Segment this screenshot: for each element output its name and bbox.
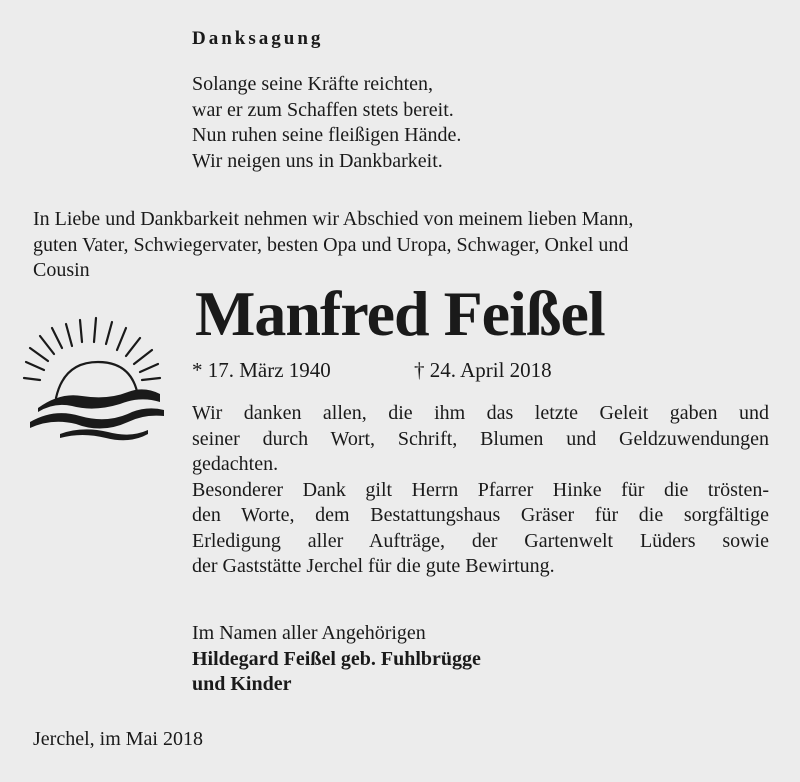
intro-text — [33, 207, 633, 284]
thanks-line: der Gaststätte Jerchel für die gute Bewirtung. — [192, 555, 555, 577]
thanks-line: Wir danken allen, die ihm das letzte Geleit gaben und — [192, 402, 769, 424]
poem-line: Solange seine Kräfte reichten, — [192, 73, 434, 95]
thanks-line: seiner durch Wort, Schrift, Blumen und Geldzuwendungen — [192, 427, 769, 450]
deceased-name: Manfred Feißel — [195, 278, 605, 349]
poem-line: war er zum Schaffen stets bereit. — [192, 98, 454, 121]
thanks-line: gedachten. — [192, 453, 279, 475]
intro-line: guten Vater, Schwiegervater, besten Opa und Uropa, Schwager, Onkel und — [33, 233, 629, 256]
thanks-line: den Worte, dem Bestattungshaus Gräser für die sorgfältige — [192, 504, 769, 526]
thanks-line: Erledigung aller Aufträge, der Gartenwelt Lüders sowie — [192, 529, 769, 552]
poem-line: Nun ruhen seine fleißigen Hände. — [192, 124, 462, 146]
heading-danksagung: Danksagung — [192, 28, 324, 49]
signature-block — [192, 621, 481, 698]
signature-family: und Kinder — [192, 673, 292, 695]
intro-line: In Liebe und Dankbarkeit nehmen wir Abschied von meinem lieben Mann, — [33, 208, 634, 230]
sunset-over-hills-icon — [20, 312, 170, 452]
signature-name: Hildegard Feißel geb. Fuhlbrügge — [192, 647, 481, 670]
birth-date: * 17. März 1940 — [192, 358, 331, 382]
death-date: † 24. April 2018 — [414, 358, 552, 382]
thanks-line: Besonderer Dank gilt Herrn Pfarrer Hinke für die trösten- — [192, 478, 769, 501]
signature-line: Im Namen aller Angehörigen — [192, 622, 426, 644]
intro-line: Cousin — [33, 259, 90, 281]
poem-line: Wir neigen uns in Dankbarkeit. — [192, 149, 443, 172]
thanks-text — [192, 401, 769, 580]
poem — [192, 72, 461, 174]
life-dates — [192, 357, 552, 383]
place-date: Jerchel, im Mai 2018 — [33, 728, 203, 750]
